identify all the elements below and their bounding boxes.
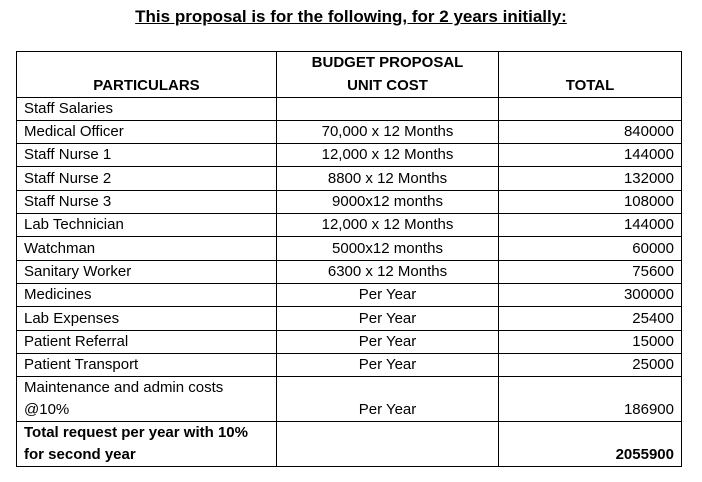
row-particular: Staff Nurse 1: [17, 144, 277, 167]
table-row: [17, 144, 682, 167]
row-total: 25400: [499, 307, 682, 330]
row-particular: Staff Nurse 2: [17, 167, 277, 190]
row-unit-cost: Per Year: [277, 353, 499, 376]
maintenance-line1: Maintenance and admin costs: [24, 379, 224, 397]
header-unit-cost: UNIT COST: [277, 74, 499, 97]
row-total: 300000: [499, 283, 682, 306]
row-particular: Patient Transport: [17, 353, 277, 376]
maintenance-particular: [17, 377, 277, 422]
section-total-empty: [499, 97, 682, 120]
row-unit-cost: 8800 x 12 Months: [277, 167, 499, 190]
row-particular: Lab Expenses: [17, 307, 277, 330]
grand-total-label: [17, 422, 277, 467]
table-row: [17, 120, 682, 143]
row-unit-cost: Per Year: [277, 330, 499, 353]
table-row: [17, 167, 682, 190]
row-particular: Sanitary Worker: [17, 260, 277, 283]
row-total: 144000: [499, 214, 682, 237]
row-total: 144000: [499, 144, 682, 167]
title-cell-empty: [17, 52, 277, 75]
section-label: Staff Salaries: [17, 97, 277, 120]
grand-total-row: [17, 422, 682, 467]
row-unit-cost: 12,000 x 12 Months: [277, 144, 499, 167]
row-particular: Lab Technician: [17, 214, 277, 237]
table-row: [17, 237, 682, 260]
row-total: 132000: [499, 167, 682, 190]
row-particular: Medical Officer: [17, 120, 277, 143]
table-row: [17, 307, 682, 330]
maintenance-row: [17, 377, 682, 422]
row-unit-cost: Per Year: [277, 307, 499, 330]
row-total: 75600: [499, 260, 682, 283]
table-row: [17, 190, 682, 213]
row-particular: Patient Referral: [17, 330, 277, 353]
header-particulars: PARTICULARS: [17, 74, 277, 97]
section-row: [17, 97, 682, 120]
title-cell-empty-right: [499, 52, 682, 75]
row-unit-cost: 9000x12 months: [277, 190, 499, 213]
table-row: [17, 353, 682, 376]
row-total: 25000: [499, 353, 682, 376]
row-unit-cost: 5000x12 months: [277, 237, 499, 260]
row-particular: Medicines: [17, 283, 277, 306]
table-title: BUDGET PROPOSAL: [277, 52, 499, 75]
grand-total-value: 2055900: [499, 422, 682, 467]
page-heading: This proposal is for the following, for 2 years initially:: [135, 7, 567, 26]
row-unit-cost: 70,000 x 12 Months: [277, 120, 499, 143]
row-total: 60000: [499, 237, 682, 260]
budget-table: [16, 51, 682, 467]
row-total: 15000: [499, 330, 682, 353]
row-unit-cost: Per Year: [277, 283, 499, 306]
table-row: [17, 260, 682, 283]
table-row: [17, 283, 682, 306]
row-unit-cost: 6300 x 12 Months: [277, 260, 499, 283]
row-unit-cost: 12,000 x 12 Months: [277, 214, 499, 237]
maintenance-line2: @10%: [24, 401, 70, 419]
row-total: 840000: [499, 120, 682, 143]
grand-total-line1: Total request per year with 10%: [24, 424, 248, 442]
grand-total-line2: for second year: [24, 446, 136, 464]
table-row: [17, 214, 682, 237]
table-header-row: [17, 74, 682, 97]
table-row: [17, 330, 682, 353]
row-particular: Staff Nurse 3: [17, 190, 277, 213]
row-total: 108000: [499, 190, 682, 213]
grand-total-unit-cost-empty: [277, 422, 499, 467]
header-total: TOTAL: [499, 74, 682, 97]
maintenance-unit-cost: Per Year: [277, 377, 499, 422]
section-unit-cost-empty: [277, 97, 499, 120]
maintenance-total: 186900: [499, 377, 682, 422]
table-title-row: [17, 52, 682, 75]
row-particular: Watchman: [17, 237, 277, 260]
